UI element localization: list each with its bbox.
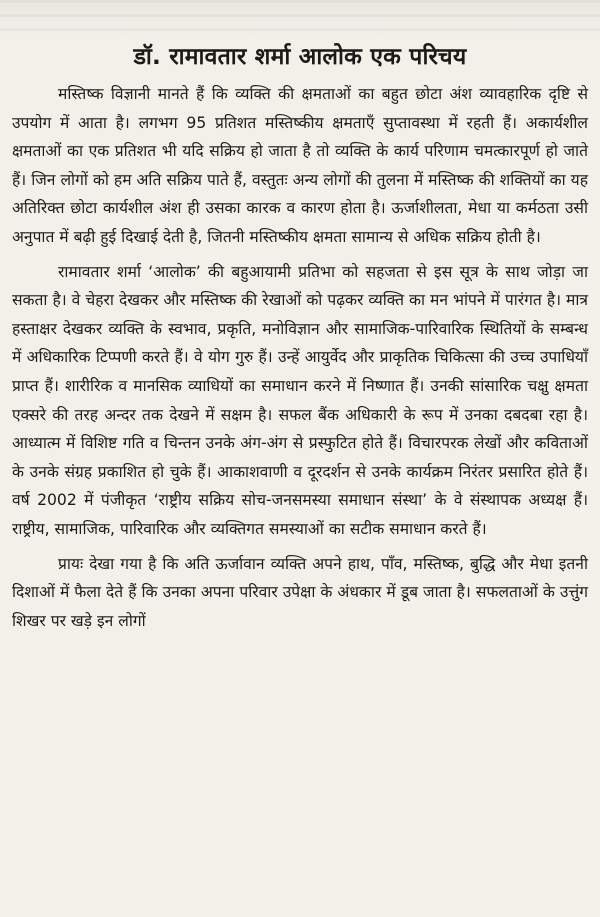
page-title: डॉ. रामावतार शर्मा आलोक एक परिचय bbox=[133, 44, 467, 70]
paragraph-3: प्रायः देखा गया है कि अति ऊर्जावान व्यक्ति अपने हाथ, पाँव, मस्तिष्क, बुद्धि और मेधा इतनी दिशाओं में फैला देते हैं कि उनका अपना परिवार उपेक्षा के अंधकार में डूब जाता है। सफलताओं के उत्तुंग शिखर पर खड़े इन लोगों bbox=[12, 554, 588, 630]
paragraph-1: मस्तिष्क विज्ञानी मानते हैं कि व्यक्ति की क्षमताओं का बहुत छोटा अंश व्यावहारिक दृष्टि से उपयोग में आता है। लगभग 95 प्रतिशत मस्तिष्कीय क्षमताएँ सुप्तावस्था में रहती हैं। अकार्यशील क्षमताओं का एक प्रतिशत भी यदि सक्रिय हो जाता है तो व्यक्ति के कार्य परिणाम चमत्कारपूर्ण हो जाते हैं। जिन लोगों को हम अति सक्रिय पाते हैं, वस्तुतः अन्य लोगों की तुलना में मस्तिष्क की शक्तियों का यह अतिरिक्त छोटा कार्यशील अंश ही उसका कारक व कारण होता है। ऊर्जाशीलता, मेधा या कर्मठता उसी अनुपात में बढ़ी हुई दिखाई देती है, जितनी मस्तिष्कीय क्षमता सामान्य से अधिक सक्रिय होती है। bbox=[12, 85, 588, 246]
bleed-through-text bbox=[0, 0, 600, 40]
paragraph-2: रामावतार शर्मा ‘आलोक’ की बहुआयामी प्रतिभा को सहजता से इस सूत्र के साथ जोड़ा जा सकता है। वे चेहरा देखकर और मस्तिष्क की रेखाओं को पढ़कर व्यक्ति का मन भांपने में पारंगत है। मात्र हस्ताक्षर देखकर व्यक्ति के स्वभाव, प्रकृति, मनोविज्ञान और सामाजिक-पारिवारिक स्थितियों के सम्बन्ध में अधिकारिक टिप्पणी करते हैं। वे योग गुरु हैं। उन्हें आयुर्वेद और प्राकृतिक चिकित्सा की उच्च उपाधियाँ प्राप्त हैं। शारीरिक व मानसिक व्याधियों का समाधान करने में निष्णात हैं। उनकी सांसारिक चक्षु क्षमता एक्सरे की तरह अन्दर तक देखने में सक्षम है। सफल बैंक अधिकारी के रूप में उनका दबदबा रहा है। आध्यात्म में विशिष्ट गति व चिन्तन उनके अंग-अंग से प्रस्फुटित होते हैं। विचारपरक लेखों और कविताओं के उनके संग्रह प्रकाशित हो चुके हैं। आकाशवाणी व दूरदर्शन से उनके कार्यक्रम निरंतर प्रसारित होते हैं। वर्ष 2002 में पंजीकृत ‘राष्ट्रीय सक्रिय सोच-जनसमस्या समाधान संस्था’ के वे संस्थापक अध्यक्ष हैं। राष्ट्रीय, सामाजिक, पारिवारिक और व्यक्तिगत समस्याओं का सटीक समाधान करते हैं। bbox=[12, 262, 588, 538]
